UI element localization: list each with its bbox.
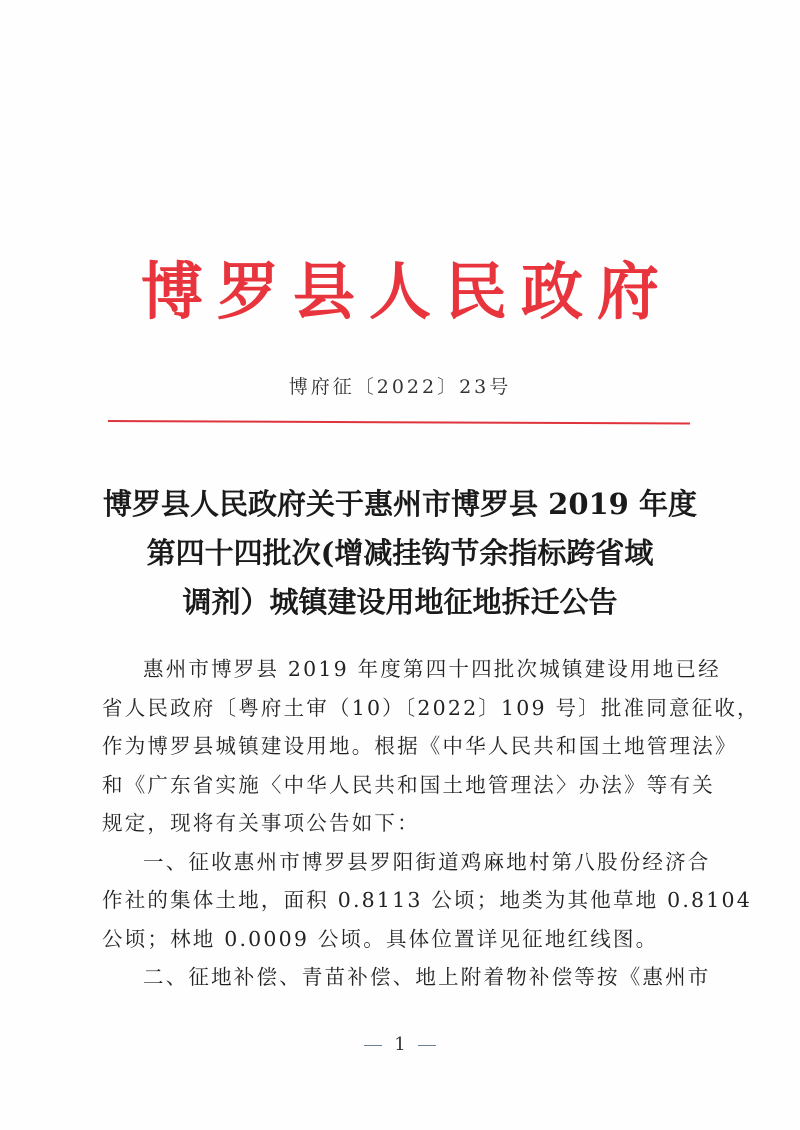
body-line: 和《广东省实施〈中华人民共和国土地管理法〉办法》等有关 — [102, 772, 715, 797]
body-line: 作社的集体土地，面积 0.8113 公顷；地类为其他草地 0.8104 — [102, 888, 753, 912]
body-paragraph-intro: 惠州市博罗县 2019 年度第四十四批次城镇建设用地已经 — [143, 657, 721, 681]
body-line: 规定，现将有关事项公告如下： — [102, 811, 420, 835]
document-title — [80, 480, 720, 627]
body-item-one: 一、征收惠州市博罗县罗阳街道鸡麻地村第八股份经济合 — [143, 849, 711, 874]
footer-dash-left — [364, 1045, 382, 1046]
body-line: 公顷；林地 0.0009 公顷。具体位置详见征地红线图。 — [102, 926, 659, 951]
body-line: 省人民政府〔粤府土审（10）〔2022〕109 号〕批准同意征收， — [102, 695, 760, 720]
page-number-footer — [0, 1032, 800, 1058]
title-line: 第四十四批次(增减挂钩节余指标跨省域 — [146, 536, 654, 570]
body-line: 作为博罗县城镇建设用地。根据《中华人民共和国土地管理法》 — [102, 734, 738, 758]
document-body — [102, 650, 760, 997]
red-divider-line — [108, 420, 690, 425]
page-number: 1 — [394, 1034, 406, 1055]
masthead-title: 博罗县人民政府 — [140, 255, 673, 328]
title-line: 博罗县人民政府关于惠州市博罗县 2019 年度 — [103, 487, 697, 521]
body-item-two: 二、征地补偿、青苗补偿、地上附着物补偿等按《惠州市 — [143, 965, 711, 989]
footer-dash-right — [418, 1045, 436, 1046]
document-number: 博府征〔2022〕23号 — [288, 376, 512, 398]
title-line: 调剂）城镇建设用地征地拆迁公告 — [182, 585, 618, 619]
